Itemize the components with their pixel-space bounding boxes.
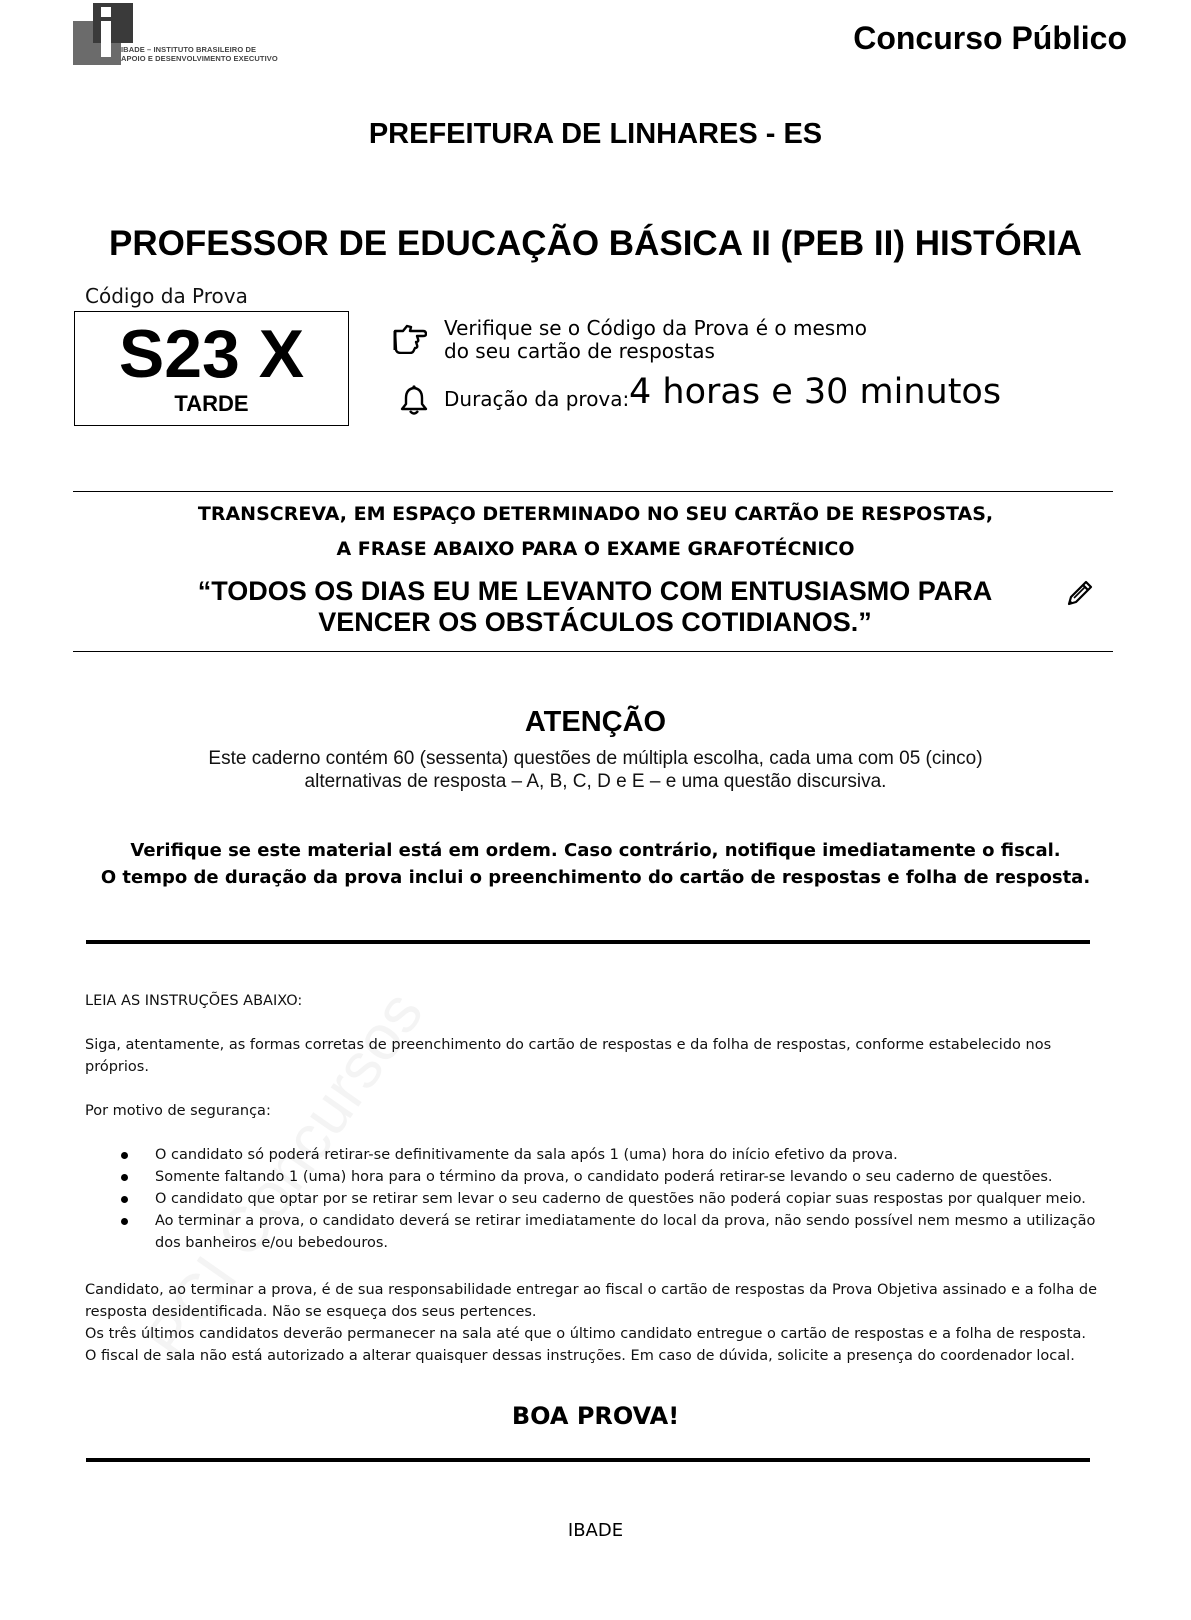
duracao-label: Duração da prova: [444,387,630,411]
motivo-text: Por motivo de segurança: [85,1103,271,1119]
codigo-box [74,311,349,426]
footer-ibade: IBADE [567,1520,624,1541]
thick-divider-bottom [86,1458,1090,1462]
tempo-text: O tempo de duração da prova inclui o preenchimento do cartão de respostas e folha de resposta. [100,867,1091,888]
boa-prova: BOA PROVA! [511,1402,680,1430]
divider-bottom [73,651,1113,652]
logo-text [121,45,278,63]
divider-top [73,491,1113,492]
siga-text: Siga, atentamente, as formas corretas de preenchimento do cartão de respostas e da folha de respostas, conforme estabelecido nos próprios. [85,1037,1052,1075]
verifique-material-block [0,837,1191,891]
candidato-p2: Os três últimos candidatos deverão permanecer na sala até que o último candidato entregue o cartão de respostas e a folha de resposta. [85,1326,1086,1342]
candidato-block [85,1279,1105,1367]
ibade-logo [73,3,305,65]
codigo-value: S23 X [118,316,305,392]
bullet-icon [121,1174,128,1181]
verifique-line2: do seu cartão de respostas [444,339,715,363]
pointing-hand-icon [393,322,427,354]
verifique-codigo-text [444,317,867,363]
list-item: O candidato só poderá retirar-se definitivamente da sala após 1 (uma) hora do início efetivo da prova. [115,1144,1105,1166]
instrucoes-title: LEIA AS INSTRUÇÕES ABAIXO: [85,993,303,1009]
candidato-p3: O fiscal de sala não está autorizado a alterar quaisquer dessas instruções. Em caso de dúvida, solicite a presença do coordenador local. [85,1348,1075,1364]
bell-icon [399,384,429,416]
transcreva-line2: A FRASE ABAIXO PARA O EXAME GRAFOTÉCNICO [336,538,855,560]
bullet-icon [121,1196,128,1203]
logo-text-line1: IBADE – INSTITUTO BRASILEIRO DE [121,45,257,54]
thick-divider-top [86,940,1090,944]
codigo-label: Código da Prova [85,284,248,308]
logo-text-line2: APOIO E DESENVOLVIMENTO EXECUTIVO [121,54,278,63]
concurso-publico-title: Concurso Público [853,20,1127,56]
orgao-title: PREFEITURA DE LINHARES - ES [368,118,823,150]
list-item: Somente faltando 1 (uma) hora para o término da prova, o candidato poderá retirar-se levando o seu caderno de questões. [115,1166,1105,1188]
list-item: Ao terminar a prova, o candidato deverá se retirar imediatamente do local da prova, não sendo possível nem mesmo a utilização dos banheiros e/ou bebedouros. [115,1210,1105,1254]
transcreva-line1: TRANSCREVA, EM ESPAÇO DETERMINADO NO SEU CARTÃO DE RESPOSTAS, [197,503,994,525]
frase-grafotecnica: “TODOS OS DIAS EU ME LEVANTO COM ENTUSIASMO PARA VENCER OS OBSTÁCULOS COTIDIANOS.” [197,576,993,637]
logo-block-dark [93,3,133,43]
logo-i-icon [101,7,111,57]
bullet-icon [121,1218,128,1225]
bullet-icon [121,1152,128,1159]
list-item: O candidato que optar por se retirar sem levar o seu caderno de questões não poderá copiar suas respostas por qualquer meio. [115,1188,1105,1210]
duracao-value: 4 horas e 30 minutos [629,372,1002,412]
candidato-p1: Candidato, ao terminar a prova, é de sua responsabilidade entregar ao fiscal o cartão de respostas da Prova Objetiva assinado e a folha de resposta desidentificada. Não se esqueça dos seus pertences. [85,1282,1098,1320]
atencao-text: Este caderno contém 60 (sessenta) questões de múltipla escolha, cada uma com 05 (cinco) alternativas de resposta – A, B, C, D e E – e uma questão discursiva. [208,748,983,792]
verifique-material-text: Verifique se este material está em ordem. Caso contrário, notifique imediatamente o fiscal. [130,840,1061,861]
cargo-title: PROFESSOR DE EDUCAÇÃO BÁSICA II (PEB II) HISTÓRIA [109,224,1082,263]
atencao-title: ATENÇÃO [524,706,667,738]
turno: TARDE [174,391,249,416]
instrucoes-list [115,1144,1105,1254]
verifique-line1: Verifique se o Código da Prova é o mesmo [444,316,867,340]
pencil-icon [1065,578,1095,608]
